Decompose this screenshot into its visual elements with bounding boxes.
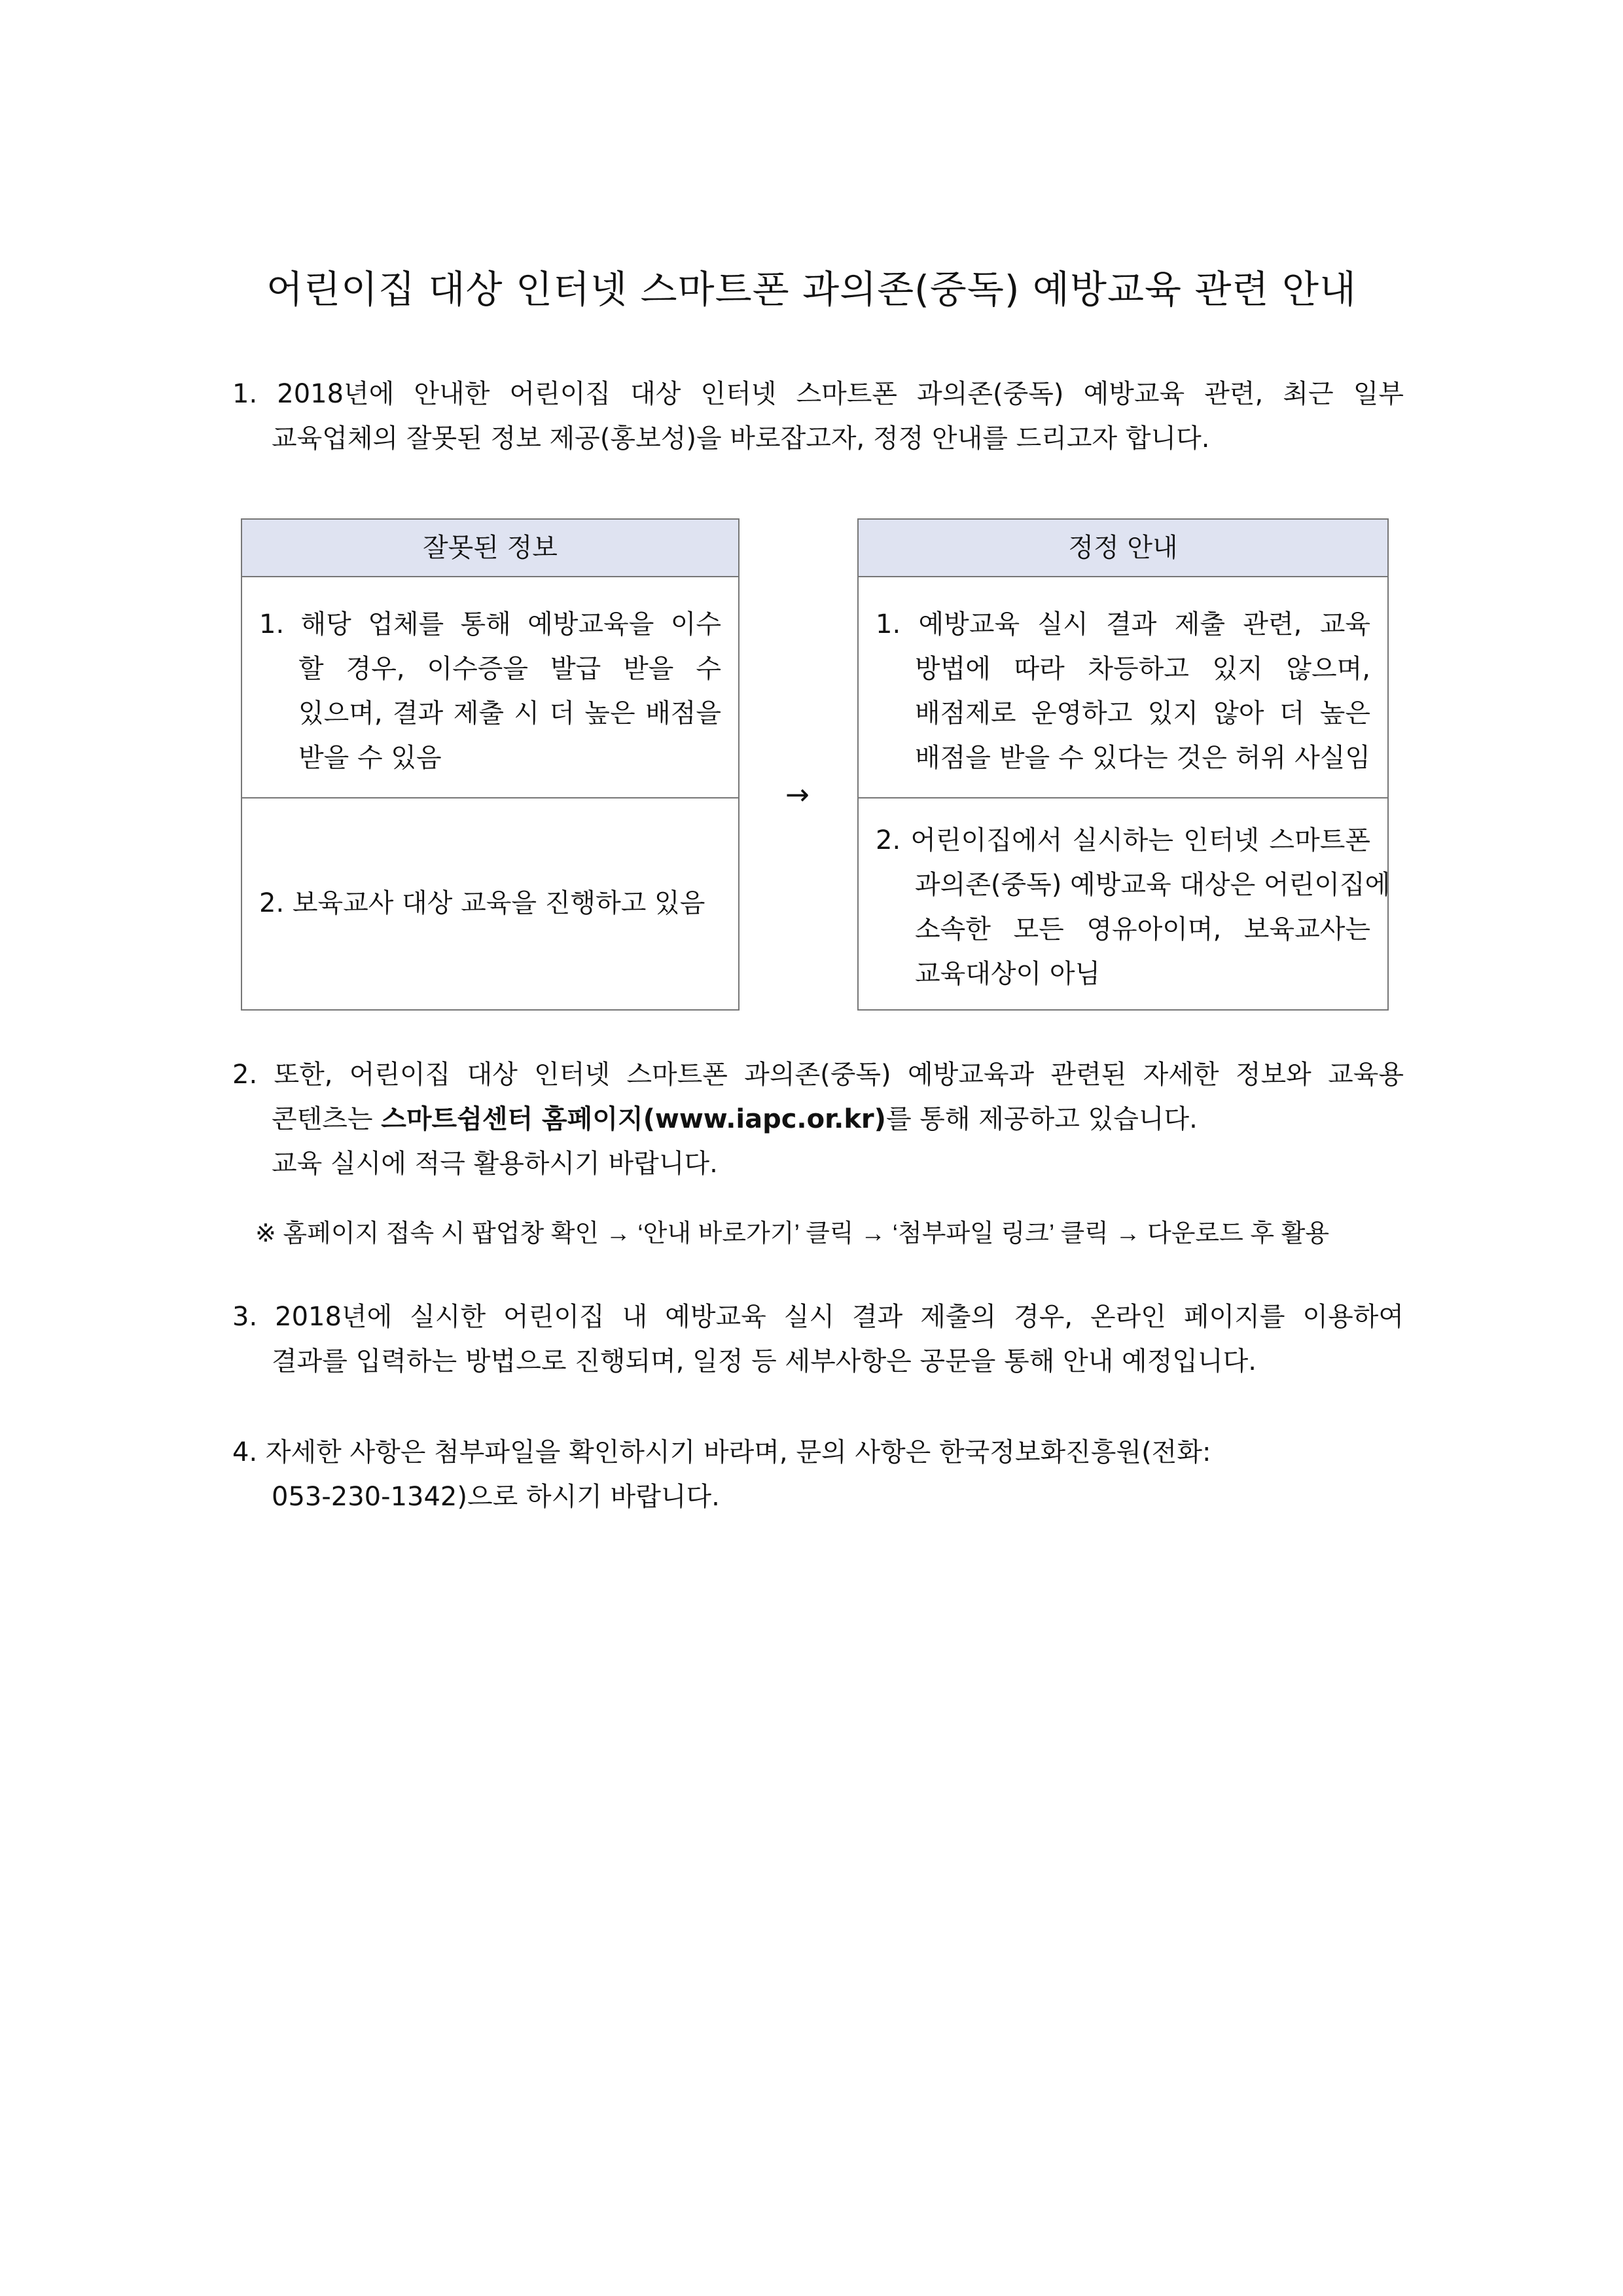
correction-item-2-line-2: 과의존(중독) 예방교육 대상은 어린이집에 <box>915 870 1391 900</box>
paragraph-1-line-1: 1. 2018년에 안내한 어린이집 대상 인터넷 스마트폰 과의존(중독) 예방교육 관련, 최근 일부 <box>232 379 1404 409</box>
wrong-info-item-2 <box>242 881 738 925</box>
smart-center-homepage-link[interactable]: 스마트쉼센터 홈페이지(www.iapc.or.kr) <box>381 1104 886 1134</box>
paragraph-3 <box>232 1295 1404 1384</box>
correction-item-1-line-2: 방법에 따라 차등하고 있지 않으며, <box>915 654 1370 684</box>
paragraph-2-line-3: 교육 실시에 적극 활용하시기 바랍니다. <box>272 1149 718 1179</box>
paragraph-1-line-2: 교육업체의 잘못된 정보 제공(홍보성)을 바로잡고자, 정정 안내를 드리고자 합니다. <box>272 423 1210 454</box>
correction-item-2 <box>859 818 1391 996</box>
paragraph-3-line-1: 3. 2018년에 실시한 어린이집 내 예방교육 실시 결과 제출의 경우, 온라인 페이지를 이용하여 <box>232 1302 1404 1332</box>
paragraph-4-line-2: 053-230-1342)으로 하시기 바랍니다. <box>272 1482 720 1512</box>
document-title: 어린이집 대상 인터넷 스마트폰 과의존(중독) 예방교육 관련 안내 <box>266 267 1357 312</box>
correction-item-1-line-4: 배점을 받을 수 있다는 것은 허위 사실임 <box>915 743 1370 773</box>
paragraph-2-line-2-suffix: 를 통해 제공하고 있습니다. <box>885 1104 1198 1134</box>
paragraph-2-line-2-prefix: 콘텐츠는 <box>272 1104 382 1134</box>
correction-table <box>857 518 1389 1011</box>
correction-item-2-line-3: 소속한 모든 영유아이며, 보육교사는 <box>915 914 1370 944</box>
wrong-info-header: 잘못된 정보 <box>242 520 738 577</box>
paragraph-2 <box>232 1052 1404 1186</box>
wrong-info-item-1-line-1: 1. 해당 업체를 통해 예방교육을 이수 <box>259 609 721 639</box>
correction-header: 정정 안내 <box>859 520 1387 577</box>
wrong-info-item-2-line-1: 2. 보육교사 대상 교육을 진행하고 있음 <box>259 888 705 918</box>
paragraph-1 <box>232 372 1404 461</box>
paragraph-4-line-1: 4. 자세한 사항은 첨부파일을 확인하시기 바라며, 문의 사항은 한국정보화진흥원(전화: <box>232 1437 1211 1467</box>
correction-item-2-line-1: 2. 어린이집에서 실시하는 인터넷 스마트폰 <box>876 825 1370 855</box>
correction-item-1-line-1: 1. 예방교육 실시 결과 제출 관련, 교육 <box>876 609 1370 639</box>
correction-row-divider <box>859 797 1387 798</box>
wrong-info-item-1-line-2: 할 경우, 이수증을 발급 받을 수 <box>298 654 721 684</box>
paragraph-2-line-2 <box>232 1097 1404 1141</box>
wrong-info-table <box>241 518 740 1011</box>
wrong-info-row-divider <box>242 797 738 798</box>
wrong-info-item-1-line-3: 있으며, 결과 제출 시 더 높은 배점을 <box>298 698 721 728</box>
paragraph-3-line-2: 결과를 입력하는 방법으로 진행되며, 일정 등 세부사항은 공문을 통해 안내 예정입니다. <box>272 1346 1257 1376</box>
correction-item-1 <box>859 602 1387 780</box>
correction-item-2-line-4: 교육대상이 아님 <box>915 959 1101 989</box>
paragraph-2-line-1: 2. 또한, 어린이집 대상 인터넷 스마트폰 과의존(중독) 예방교육과 관련된 자세한 정보와 교육용 <box>232 1060 1404 1090</box>
homepage-usage-note: ※ 홈페이지 접속 시 팝업창 확인 → ‘안내 바로가기’ 클릭 → ‘첨부파일 링크’ 클릭 → 다운로드 후 활용 <box>255 1220 1330 1247</box>
correction-arrow: → <box>785 778 810 812</box>
wrong-info-item-1 <box>242 602 738 780</box>
paragraph-4 <box>232 1430 1404 1519</box>
wrong-info-item-1-line-4: 받을 수 있음 <box>298 743 442 773</box>
correction-item-1-line-3: 배점제로 운영하고 있지 않아 더 높은 <box>915 698 1370 728</box>
